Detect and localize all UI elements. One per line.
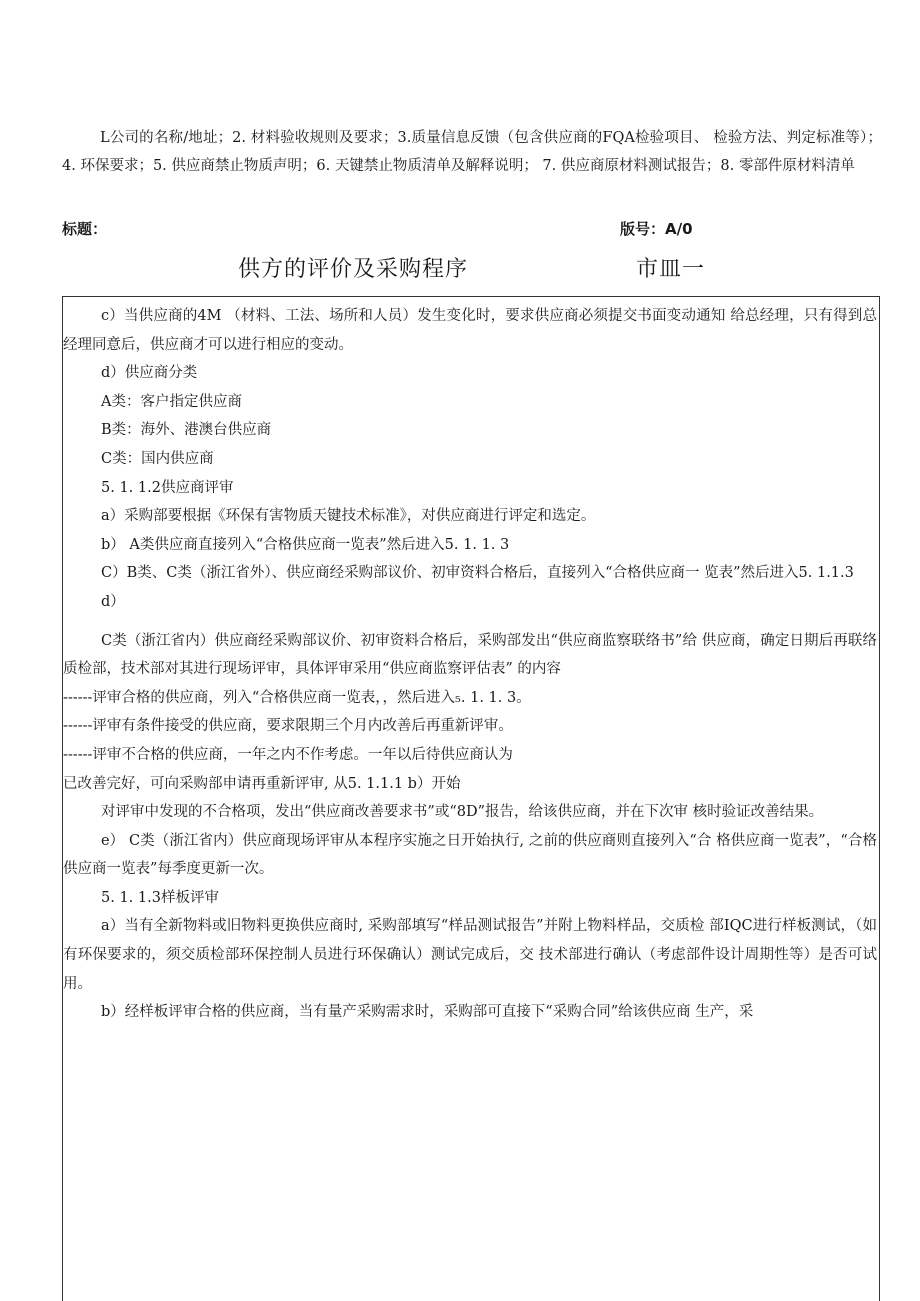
- paragraph-e-onsite-review: e） C类（浙江省内）供应商现场评审从本程序实施之日开始执行, 之前的供应商则直接列入“合 格供应商一览表”，“合格供应商一览表”每季度更新一次。: [63, 832, 877, 878]
- paragraph-4m-change: c）当供应商的4M （材料、工法、场所和人员）发生变化时，要求供应商必须提交书面变动通知 给总经理，只有得到总经理同意后，供应商才可以进行相应的变动。: [63, 308, 877, 353]
- version-label: 版号：A/0: [620, 220, 693, 238]
- intro-paragraph: L公司的名称/地址；2. 材料验收规则及要求；3.质量信息反馈（包含供应商的FQA检验项目、 检验方法、判定标准等）；4. 环保要求；5. 供应商禁止物质声明；6. 天键禁止物质清单及解释说明； 7. 供应商原材料测试报告；8. 零部件原材料清单: [62, 130, 882, 174]
- paragraph-a-standard: a）采购部要根据《环保有害物质天键技术标准》，对供应商进行评定和选定。: [101, 508, 596, 525]
- dash-item-qualified: ------评审合格的供应商，列入“合格供应商一览表，，然后进入₅. 1. 1. 3。: [63, 689, 531, 706]
- paragraph-b-class-a: b） A类供应商直接列入“合格供应商一览表”然后进入5. 1. 1. 3: [101, 536, 510, 553]
- dash-item-unqualified: ------评审不合格的供应商，一年之内不作考虑。一年以后待供应商认为: [63, 746, 513, 763]
- heading-supplier-classification: d）供应商分类: [101, 365, 198, 382]
- paragraph-nonconformity: 对评审中发现的不合格项，发出“供应商改善要求书”或“8D”报告，给该供应商，并在下次审 核时验证改善结果。: [101, 804, 824, 821]
- paragraph-d-label: d）: [101, 593, 125, 610]
- title-label: 标题：: [62, 220, 108, 238]
- reapply-note: 已改善完好，可向采购部申请再重新评审, 从5. 1.1.1 b）开始: [63, 775, 461, 792]
- section-5-1-1-3: 5. 1. 1.3样板评审: [101, 889, 219, 906]
- paragraph-c-zhejiang: C类（浙江省内）供应商经采购部议价、初审资料合格后，采购部发出“供应商监察联络书”给 供应商，确定日期后再联络质检部，技术部对其进行现场评审，具体评审采用“供应商监察评估表” 的内容: [63, 632, 877, 678]
- class-c: C类：国内供应商: [101, 450, 214, 467]
- document-body: [63, 302, 877, 1027]
- class-b: B类：海外、港澳台供应商: [101, 422, 272, 439]
- paragraph-b-mass-production: b）经样板评审合格的供应商，当有量产采购需求时，采购部可直接下“采购合同”给该供应商 生产，采: [101, 1004, 754, 1021]
- document-title: 供方的评价及采购程序: [238, 257, 469, 282]
- paragraph-c-class-b-c: C）B类、C类（浙江省外）、供应商经采购部议价、初审资料合格后，直接列入“合格供应商一 览表”然后进入5. 1.1.3: [101, 565, 854, 582]
- dash-item-conditional: ------评审有条件接受的供应商，要求限期三个月内改善后再重新评审。: [63, 718, 513, 735]
- class-a: A类：客户指定供应商: [101, 393, 242, 410]
- section-5-1-1-2: 5. 1. 1.2供应商评审: [101, 479, 234, 496]
- paragraph-a-sample: a）当有全新物料或旧物料更换供应商时, 采购部填写“样品测试报告”并附上物料样品，交质检 部IQC进行样板测试，（如有环保要求的，须交质检部环保控制人员进行环保确认）测试完成后，交 技术部进行确认（考虑部件设计周期性等）是否可试用。: [63, 918, 877, 992]
- document-title-side: 市皿一: [636, 257, 706, 282]
